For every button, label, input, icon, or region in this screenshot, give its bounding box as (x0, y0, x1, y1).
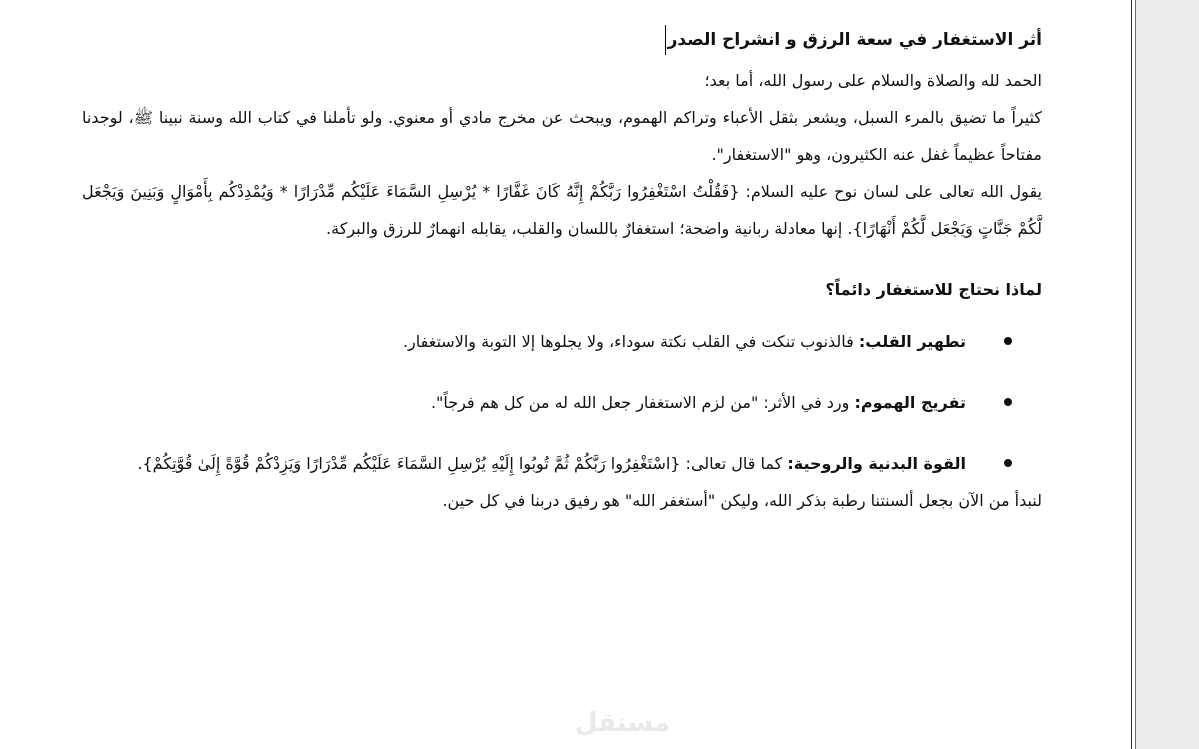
closing-paragraph[interactable]: لنبدأ من الآن بجعل ألسنتنا رطبة بذكر الله، وليكن "أستغفر الله" هو رفيق دربنا في كل حين. (442, 491, 1042, 510)
document-body[interactable] (82, 18, 1042, 519)
document-title[interactable] (82, 18, 1042, 62)
benefits-list (82, 323, 1042, 482)
bullet-term: تفريج الهموم: (854, 393, 966, 412)
watermark-logo: مستقل (574, 708, 670, 738)
bullet-text: ورد في الأثر: "من لزم الاستغفار جعل الله له من كل هم فرجاً". (430, 393, 855, 412)
list-item[interactable] (82, 384, 1042, 421)
section-subheading[interactable]: لماذا نحتاج للاستغفار دائماً؟ (825, 280, 1042, 299)
list-item[interactable] (82, 445, 1042, 482)
bullet-term: تطهير القلب: (858, 332, 966, 351)
text-caret (665, 25, 666, 55)
bullet-text: فالذنوب تنكت في القلب نكتة سوداء، ولا يجلوها إلا التوبة والاستغفار. (402, 332, 859, 351)
intro-paragraph[interactable]: كثيراً ما تضيق بالمرء السبل، ويشعر بثقل الأعباء وتراكم الهموم، ويبحث عن مخرج مادي أو معنوي. ولو تأملنا في كتاب الله وسنة نبينا ﷺ، لوجدنا مفتاحاً عظيماً غفل عنه الكثيرون، وهو "الاستغفار". (82, 108, 1042, 164)
list-item[interactable] (82, 323, 1042, 360)
greeting-paragraph[interactable]: الحمد لله والصلاة والسلام على رسول الله، أما بعد؛ (704, 71, 1042, 90)
quran-paragraph[interactable]: يقول الله تعالى على لسان نوح عليه السلام: {فَقُلْتُ اسْتَغْفِرُوا رَبَّكُمْ إِنَّهُ كَانَ غَفَّارًا * يُرْسِلِ السَّمَاءَ عَلَيْكُم مِّدْرَارًا * وَيُمْدِدْكُم بِأَمْوَالٍ وَبَنِينَ وَيَجْعَل لَّكُمْ جَنَّاتٍ وَيَجْعَل لَّكُمْ أَنْهَارًا}. إنها معادلة ربانية واضحة؛ استغفارٌ باللسان والقلب، يقابله انهمارٌ للرزق والبركة. (82, 182, 1042, 238)
page-border (1131, 0, 1132, 749)
bullet-term: القوة البدنية والروحية: (787, 454, 966, 473)
bullet-icon (1004, 398, 1012, 406)
bullet-icon (1004, 459, 1012, 467)
bullet-icon (1004, 337, 1012, 345)
bullet-text: كما قال تعالى: {اسْتَغْفِرُوا رَبَّكُمْ ثُمَّ تُوبُوا إِلَيْهِ يُرْسِلِ السَّمَاءَ عَلَيْكُم مِّدْرَارًا وَيَزِدْكُمْ قُوَّةً إِلَىٰ قُوَّتِكُمْ}. (137, 454, 788, 473)
editor-gutter (1136, 0, 1199, 749)
title-text: أثر الاستغفار في سعة الرزق و انشراح الصدر (667, 30, 1042, 50)
